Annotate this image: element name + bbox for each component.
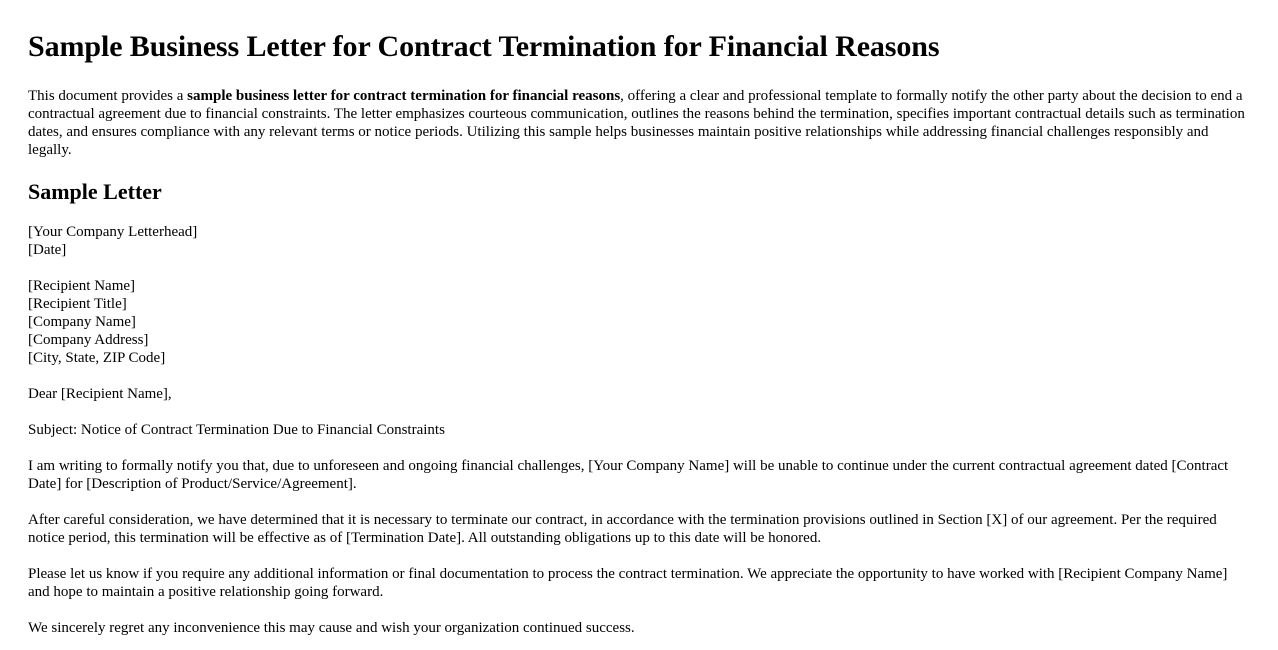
intro-bold-phrase: sample business letter for contract termination for financial reasons (187, 88, 621, 104)
intro-paragraph (28, 87, 1250, 159)
letter-paragraph: Please let us know if you require any additional information or final documentation to process the contract termination. We appreciate the opportunity to have worked with [Recipient Company Name] and hope to maintain a positive relationship going forward. (28, 566, 1228, 600)
letterhead-line: [Your Company Letterhead] (28, 224, 198, 240)
page-title: Sample Business Letter for Contract Termination for Financial Reasons (28, 30, 940, 63)
letter-paragraph: I am writing to formally notify you that, due to unforeseen and ongoing financial challenges, [Your Company Name] will be unable to continue under the current contractual agreement dated [Contract Date] for [Description of Product/Service/Agreement]. (28, 458, 1229, 492)
city-state-zip-line: [City, State, ZIP Code] (28, 350, 166, 366)
section-heading: Sample Letter (28, 179, 162, 204)
letter-paragraph: After careful consideration, we have determined that it is necessary to terminate our contract, in accordance with the termination provisions outlined in Section [X] of our agreement. Per the required notice period, this termination will be effective as of [Termination Date]. All outstanding obligations up to this date will be honored. (28, 512, 1217, 546)
intro-text-before: This document provides a (28, 88, 188, 104)
salutation: Dear [Recipient Name], (28, 386, 172, 402)
letter-header-block (28, 223, 1250, 259)
letter-paragraph: We sincerely regret any inconvenience this may cause and wish your organization continued success. (28, 620, 635, 636)
recipient-name-line: [Recipient Name] (28, 278, 136, 294)
company-address-line: [Company Address] (28, 332, 149, 348)
recipient-address-block (28, 277, 1250, 367)
company-name-line: [Company Name] (28, 314, 136, 330)
sample-letter (28, 223, 1250, 637)
intro-text-after: , offering a clear and professional template to formally notify the other party about the decision to end a contractual agreement due to financial constraints. The letter emphasizes courteous communication, outlines the reasons behind the termination, specifies important contractual details such as termination dates, and ensures compliance with any relevant terms or notice periods. Utilizing this sample helps businesses maintain positive relationships while addressing financial challenges responsibly and legally. (28, 88, 1245, 158)
subject-line: Subject: Notice of Contract Termination Due to Financial Constraints (28, 422, 445, 438)
recipient-title-line: [Recipient Title] (28, 296, 127, 312)
date-line: [Date] (28, 242, 67, 258)
